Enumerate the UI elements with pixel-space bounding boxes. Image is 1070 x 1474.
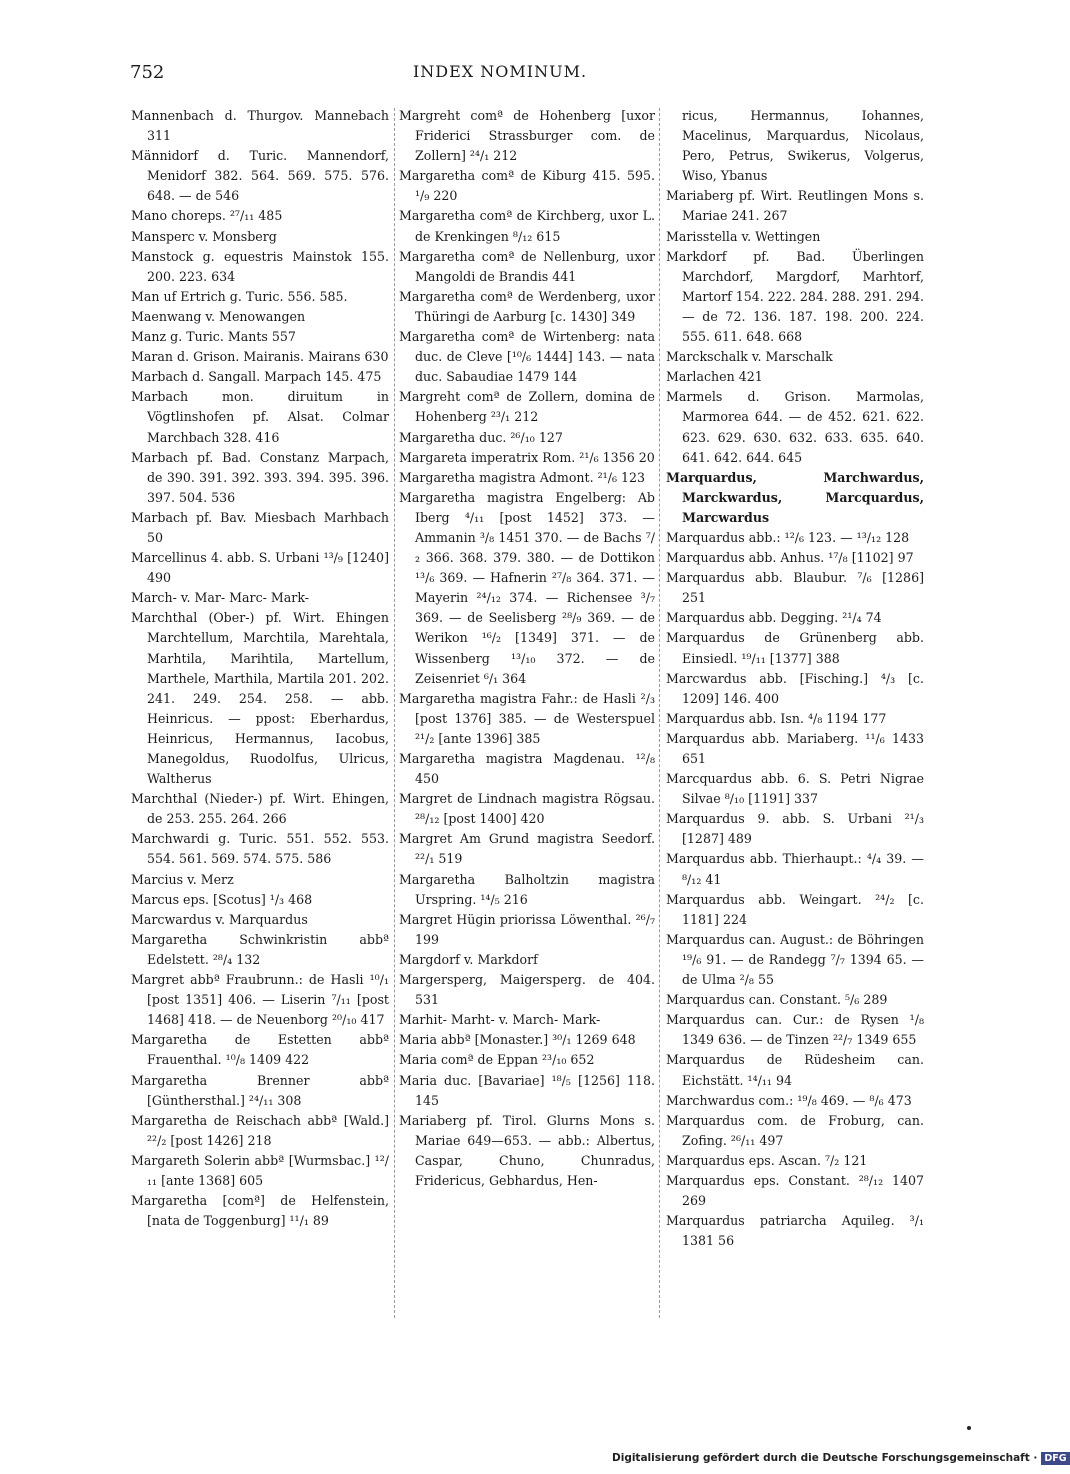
index-entry: Marquardus abb. Weingart. ²⁴/₂ [c. 1181] 224	[666, 891, 924, 927]
index-entry: Margaretha Schwinkristin abbª Edelstett. ²⁸/₄ 132	[131, 931, 389, 967]
index-entry: Männidorf d. Turic. Mannendorf, Menidorf 382. 564. 569. 575. 576. 648. — de 546	[131, 148, 389, 204]
index-entry: Markdorf pf. Bad. Überlingen Marchdorf, Margdorf, Marhtorf, Martorf 154. 222. 284. 288. 291. 294. — de 72. 136. 187. 198. 200. 224. 555. 611. 648. 668	[666, 248, 925, 345]
column-rule	[659, 108, 660, 1318]
index-entry: Mariaberg pf. Tirol. Glurns Mons s. Mariae 649—653. — abb.: Albertus, Caspar, Chuno, Chunradus, Fridericus, Gebhardus, Hen-	[399, 1112, 655, 1188]
index-entry: Marquardus abb. Isn. ⁴/₈ 1194 177	[666, 710, 887, 726]
column-rule	[394, 108, 395, 1318]
index-entry: Margaretha magistra Magdenau. ¹²/₈ 450	[399, 751, 655, 787]
index-entry: Marquardus de Grünenberg abb. Einsiedl. ¹⁹/₁₁ [1377] 388	[666, 630, 924, 666]
index-entry: Margaretha de Estetten abbª Frauenthal. ¹⁰/₈ 1409 422	[131, 1032, 389, 1068]
index-entry: Margdorf v. Markdorf	[399, 951, 538, 967]
index-entry: Margret de Lindnach magistra Rögsau. ²⁸/₁₂ [post 1400] 420	[399, 791, 655, 827]
index-entry: Marchwardus com.: ¹⁹/₈ 469. — ⁸/₆ 473	[666, 1092, 912, 1108]
index-entry: Marquardus abb. Thierhaupt.: ⁴/₄ 39. — ⁸/₁₂ 41	[666, 851, 924, 887]
index-entry: Margaretha duc. ²⁶/₁₀ 127	[399, 429, 563, 445]
index-entry: Marquardus de Rüdesheim can. Eichstätt. ¹⁴/₁₁ 94	[666, 1052, 924, 1088]
index-entry: Marquardus can. Constant. ⁵/₆ 289	[666, 992, 888, 1008]
index-entry: Margaretha comª de Werdenberg, uxor Thüringi de Aarburg [c. 1430] 349	[399, 288, 655, 324]
index-entry: Margaretha comª de Nellenburg, uxor Mangoldi de Brandis 441	[399, 248, 655, 284]
index-entry: Marquardus, Marchwardus, Marckwardus, Marcquardus, Marcwardus	[666, 469, 924, 525]
index-entry: Margret abbª Fraubrunn.: de Hasli ¹⁰/₁ [post 1351] 406. — Liserin ⁷/₁₁ [post 1468] 418. — de Neuenborg ²⁰/₁₀ 417	[131, 972, 389, 1028]
index-entry: Margaretha [comª] de Helfenstein, [nata de Toggenburg] ¹¹/₁ 89	[131, 1193, 389, 1229]
mark-dot	[967, 1426, 971, 1430]
index-column-1	[131, 106, 389, 1326]
index-entry: Marquardus eps. Constant. ²⁸/₁₂ 1407 269	[666, 1172, 924, 1209]
footer-credit	[612, 1452, 1070, 1472]
index-entry: Maria comª de Eppan ²³/₁₀ 652	[399, 1052, 595, 1068]
index-entry: Margaretha magistra Admont. ²¹/₆ 123	[399, 469, 646, 485]
index-entry: Marcquardus abb. 6. S. Petri Nigrae Silvae ⁸/₁₀ [1191] 337	[666, 771, 924, 807]
index-entry: Marbach pf. Bad. Constanz Marpach, de 390. 391. 392. 393. 394. 395. 396. 397. 504. 536	[131, 449, 389, 505]
index-entry: Marchthal (Nieder-) pf. Wirt. Ehingen, de 253. 255. 264. 266	[131, 791, 389, 827]
index-entry: Margret Am Grund magistra Seedorf. ²²/₁ 519	[399, 831, 655, 867]
index-entry: Marquardus abb. Degging. ²¹/₄ 74	[666, 610, 882, 626]
index-entry: Marisstella v. Wettingen	[666, 228, 821, 244]
index-entry: Margreht comª de Zollern, domina de Hohenberg ²³/₁ 212	[399, 389, 655, 425]
index-entry: Margreht comª de Hohenberg [uxor Friderici Strassburger com. de Zollern] ²⁴/₁ 212	[399, 108, 655, 164]
index-entry: Margareth Solerin abbª [Wurmsbac.] ¹²/₁₁ [ante 1368] 605	[131, 1152, 389, 1188]
index-entry: Marquardus can. August.: de Böhringen ¹⁹/₆ 91. — de Randegg ⁷/₇ 1394 65. — de Ulma ²/₈ 55	[666, 931, 924, 988]
index-entry: Marckschalk v. Marschalk	[666, 349, 833, 365]
index-entry: Man uf Ertrich g. Turic. 556. 585.	[131, 288, 348, 304]
index-entry: Marquardus com. de Froburg, can. Zofing. ²⁶/₁₁ 497	[666, 1112, 924, 1148]
index-entry: March- v. Mar- Marc- Mark-	[131, 590, 309, 606]
page-header	[0, 62, 1000, 92]
index-entry: Marlachen 421	[666, 369, 763, 385]
index-entry: Marcius v. Merz	[131, 871, 234, 887]
footer-text: Digitalisierung gefördert durch die Deutsche Forschungsgemeinschaft ·	[612, 1452, 1038, 1464]
index-entry: Maria abbª [Monaster.] ³⁰/₁ 1269 648	[399, 1032, 636, 1048]
index-entry: Marcwardus v. Marquardus	[131, 911, 308, 927]
index-entry: ricus, Hermannus, Iohannes, Macelinus, Marquardus, Nicolaus, Pero, Petrus, Swikerus, Volgerus, Wiso, Ybanus	[682, 108, 924, 184]
index-entry: Maria duc. [Bavariae] ¹⁸/₅ [1256] 118. 145	[399, 1072, 655, 1108]
index-entry: Marquardus abb. Blaubur. ⁷/₆ [1286] 251	[666, 570, 924, 606]
index-entry: Marquardus 9. abb. S. Urbani ²¹/₃ [1287] 489	[666, 811, 924, 847]
index-entry: Marquardus eps. Ascan. ⁷/₂ 121	[666, 1152, 868, 1168]
index-entry: Margaretha comª de Kiburg 415. 595. ¹/₉ 220	[399, 168, 655, 204]
index-entry: Marbach d. Sangall. Marpach 145. 475	[131, 369, 382, 385]
index-column-3	[666, 106, 924, 1326]
index-entry: Margaretha Brenner abbª [Günthersthal.] ²⁴/₁₁ 308	[131, 1072, 389, 1108]
running-title: INDEX NOMINUM.	[412, 62, 588, 81]
index-column-2	[399, 106, 655, 1326]
index-entry: Marquardus can. Cur.: de Rysen ¹/₈ 1349 636. — de Tinzen ²²/₇ 1349 655	[666, 1012, 924, 1048]
index-entry: Marchthal (Ober-) pf. Wirt. Ehingen Marchtellum, Marchtila, Marehtala, Marhtila, Marihtila, Martellum, Marthele, Marthila, Martila 201. 202. 241. 249. 254. 258. — abb. Heinricus. — ppost: Eberhardus, Heinricus, Hermannus, Iacobus, Manegoldus, Ruodolfus, Ulricus, Waltherus	[131, 610, 389, 787]
index-entry: Manz g. Turic. Mants 557	[131, 329, 296, 345]
index-entry: Mano choreps. ²⁷/₁₁ 485	[131, 208, 283, 224]
index-entry: Marchwardi g. Turic. 551. 552. 553. 554. 561. 569. 574. 575. 586	[131, 831, 389, 867]
index-entry: Margaretha de Reischach abbª [Wald.] ²²/₂ [post 1426] 218	[131, 1112, 389, 1148]
index-entry: Mansperc v. Monsberg	[131, 228, 277, 244]
index-entry: Marcwardus abb. [Fisching.] ⁴/₃ [c. 1209] 146. 400	[666, 670, 924, 706]
index-entry: Marmels d. Grison. Marmolas, Marmorea 644. — de 452. 621. 622. 623. 629. 630. 632. 633. 635. 640. 641. 642. 644. 645	[666, 389, 924, 465]
index-entry: Maenwang v. Menowangen	[131, 308, 306, 324]
index-entry: Margersperg, Maigersperg. de 404. 531	[399, 972, 655, 1008]
index-entry: Mannenbach d. Thurgov. Mannebach 311	[131, 108, 389, 144]
index-entry: Mariaberg pf. Wirt. Reutlingen Mons s. Mariae 241. 267	[666, 188, 924, 224]
index-entry: Marquardus abb. Anhus. ¹⁷/₈ [1102] 97	[666, 550, 914, 566]
index-entry: Marcellinus 4. abb. S. Urbani ¹³/₉ [1240] 490	[131, 550, 389, 586]
index-entry: Margaretha comª de Wirtenberg: nata duc. de Cleve [¹⁰/₆ 1444] 143. — nata duc. Sabaudiae 1479 144	[399, 329, 655, 385]
index-entry: Marcus eps. [Scotus] ¹/₃ 468	[131, 891, 313, 907]
index-entry: Manstock g. equestris Mainstok 155. 200. 223. 634	[131, 248, 389, 284]
index-entry: Maran d. Grison. Mairanis. Mairans 630	[131, 349, 389, 365]
index-entry: Margareta imperatrix Rom. ²¹/₆ 1356 20	[399, 449, 655, 465]
index-entry: Margret Hügin priorissa Löwenthal. ²⁶/₇ 199	[399, 911, 655, 947]
dfg-logo: DFG	[1041, 1452, 1069, 1465]
index-entry: Margaretha magistra Engelberg: Ab Iberg ⁴/₁₁ [post 1452] 373. — Ammanin ³/₈ 1451 370. — de Bachs ⁷/₂ 366. 368. 379. 380. — de Dottikon ¹³/₆ 369. — Hafnerin ²⁷/₈ 364. 371. — Mayerin ²⁴/₁₂ 374. — Richensee ³/₇ 369. — de Seelisberg ²⁸/₉ 369. — de Werikon ¹⁶/₂ [1349] 371. — de Wissenberg ¹³/₁₀ 372. — de Zeisenriet ⁶/₁ 364	[399, 489, 655, 686]
index-entry: Margaretha comª de Kirchberg, uxor L. de Krenkingen ⁸/₁₂ 615	[399, 208, 655, 244]
index-entry: Margaretha Balholtzin magistra Urspring. ¹⁴/₅ 216	[399, 871, 655, 907]
index-entry: Marquardus abb.: ¹²/₆ 123. — ¹³/₁₂ 128	[666, 529, 910, 545]
index-entry: Marbach mon. diruitum in Vögtlinshofen pf. Alsat. Colmar Marchbach 328. 416	[131, 389, 389, 445]
index-entry: Marquardus abb. Mariaberg. ¹¹/₆ 1433 651	[666, 730, 924, 766]
index-entry: Marhit- Marht- v. March- Mark-	[399, 1012, 601, 1028]
index-entry: Marquardus patriarcha Aquileg. ³/₁ 1381 56	[666, 1213, 924, 1249]
page-number: 752	[130, 62, 165, 83]
index-entry: Margaretha magistra Fahr.: de Hasli ²/₃ [post 1376] 385. — de Westerspuel ²¹/₂ [ante 1396] 385	[399, 690, 655, 746]
index-entry: Marbach pf. Bav. Miesbach Marhbach 50	[131, 509, 389, 545]
